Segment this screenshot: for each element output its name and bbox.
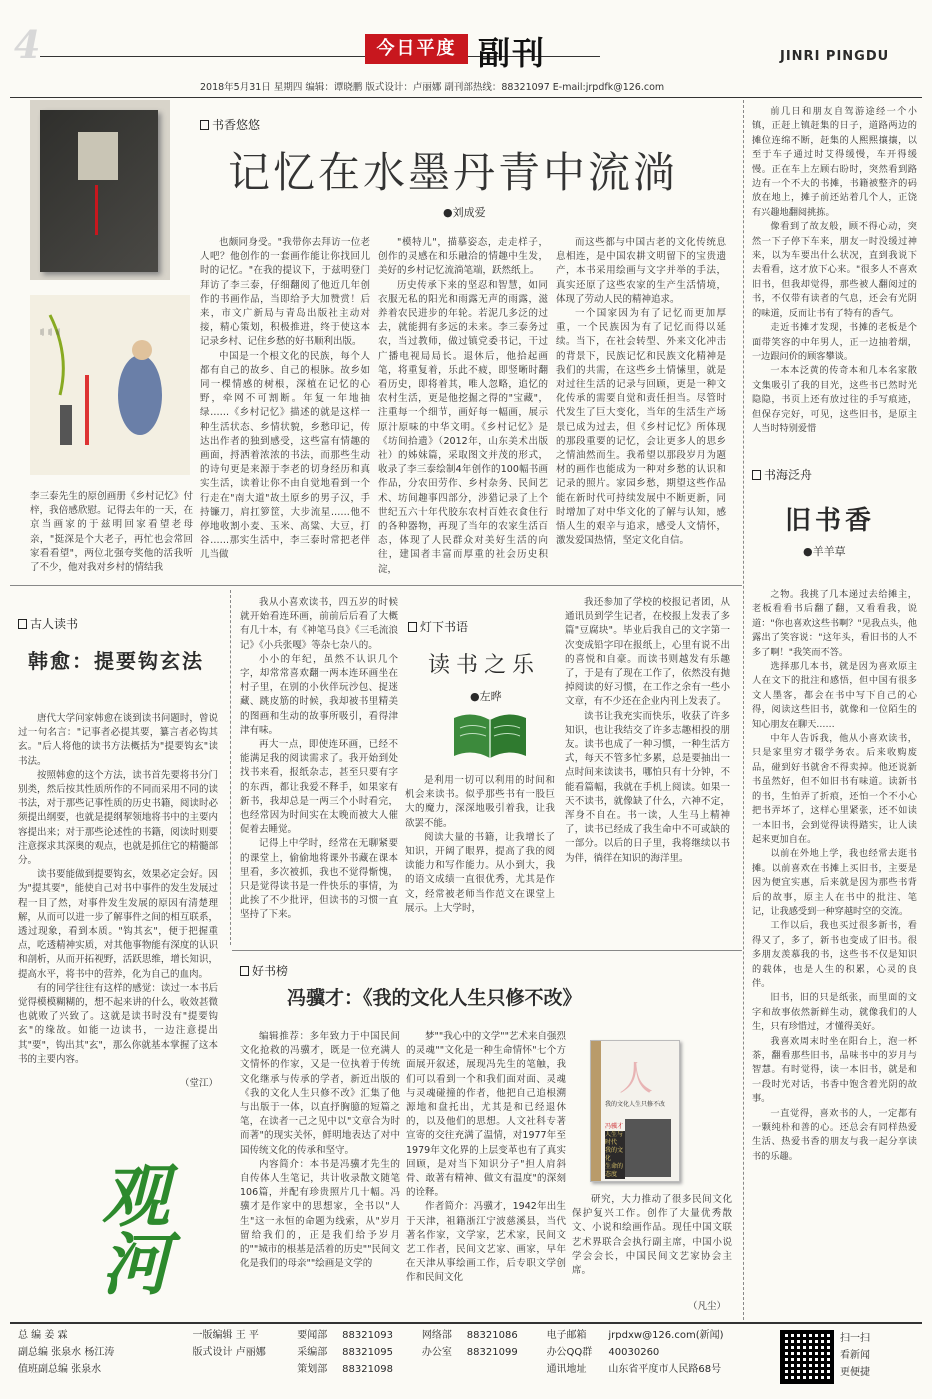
pinyin-name: JINRI PINGDU bbox=[780, 49, 890, 64]
column-divider bbox=[230, 590, 231, 945]
article-column bbox=[405, 774, 555, 944]
staff-cell: 88321093 bbox=[342, 1330, 394, 1341]
staff-row bbox=[18, 1361, 758, 1378]
staff-cell: 88321099 bbox=[466, 1347, 518, 1358]
section-rule bbox=[232, 950, 742, 951]
headline: 韩愈：提要钩玄法 bbox=[28, 649, 204, 673]
byline: ●羊羊草 bbox=[803, 545, 846, 558]
paragraph: 唐代大学问家韩愈在谈到读书问题时，曾说过一句名言："记事者必提其要，纂言者必钩其玄。"后人将他的读书方法概括为"提要钩玄"读书法。 bbox=[18, 713, 218, 767]
headline: 读书之乐 bbox=[428, 653, 541, 678]
qr-caption-line: 扫一扫 bbox=[840, 1333, 870, 1344]
paragraph: 读书要能做到提要钩玄，效果必定会好。因为"提其要"，能使自己对书中事件的发生发展过程一目了然，对事件发生发展的原因有清楚理解，从而可以进一步了解事件之间的相互联系，透过现象，看到本质。"钩其玄"，便于把握重点，吃透精神实质，对其他事物能有深度的认识和剖析，从而开拓视野，活跃思维，增长知识，提高水平，将书中的营养，化为自己的血肉。 bbox=[18, 869, 218, 980]
staff-cell bbox=[193, 1361, 298, 1378]
footer-rule bbox=[10, 1322, 922, 1324]
paragraph: 我喜欢周末时坐在阳台上，泡一杯茶，翻看那些旧书，品味书中的岁月与智慧。有时觉得，读一本旧书，就是和一段时光对话，书香中饱含着光阴的故事。 bbox=[752, 1035, 917, 1105]
paragraph: 中年人告诉我，他从小喜欢读书，只是家里穷才辍学务农。后来收购废品，碰到好书就舍不得卖掉。他还说新书虽然好，但不如旧书有味道。读新书的书，生怕弄了折痕，还怕一个不小心把书弄坏了，这样心里紧张，还不如读一本旧书，会到觉得读得踏实，让人读起来更加自在。 bbox=[752, 733, 917, 845]
article-column bbox=[572, 1193, 732, 1293]
paragraph: 记得上中学时，经常在无聊紧要的课堂上，偷偷地将课外书藏在课本里看，多次被抓，我也不觉得惭愧，只是觉得读书是一件快乐的事情，为此挨了不少批评，但读书的习惯一直坚持了下来。 bbox=[240, 838, 398, 921]
dateline: 2018年5月31日 星期四 编辑：谭晓鹏 版式设计：卢丽娜 副刊部热线：88321097 E-mail:jrpdfk@126.com bbox=[200, 82, 665, 93]
paragraph: "模特儿"，描摹姿态，走走样子，创作的灵感在和乐融洽的情趣中生发，美好的乡村记忆流淌笔端，跃然纸上。 bbox=[378, 237, 548, 277]
paragraph: 编辑推荐：多年致力于中国民间文化抢救的冯骥才，既是一位充满人文情怀的作家，又是一位执着于传统文化继承与传承的学者，新近出版的《我的文化人生只修不改》汇集了他与出版于一体，以直抒胸臆的短篇之笔，在读者一己之见中以"文章合为时而著"的现实关怀，鲜明地表达了对中国传统文化的传承和坚守。 bbox=[240, 1031, 400, 1156]
headline: 旧书香 bbox=[785, 506, 876, 536]
staff-cell: 要闻部 bbox=[297, 1330, 328, 1341]
paragraph: 有的同学往往有这样的感觉：读过一本书后觉得模模糊糊的，想不起来讲的什么，收效甚微也就败了兴致了。这就是读书时没有"提要钩玄"的缘故。如能一边读书，一边注意提出其"要"，钩出其"玄"，那么你就基本掌握了这本书的主要内容。 bbox=[18, 982, 218, 1065]
cover-title: 我的文化人生只修不改 bbox=[605, 1101, 666, 1108]
article-column bbox=[18, 712, 218, 1070]
calligraphy-seal: 观河 bbox=[90, 1160, 170, 1296]
staff-cell: 网络部 bbox=[421, 1330, 452, 1341]
paragraph: 旧书，旧的只是纸张，而里面的文字和故事依然新鲜生动，就像我们的人生，只有珍惜过，才懂得美好。 bbox=[752, 992, 917, 1033]
article-column bbox=[240, 596, 398, 942]
section-kicker: 古人读书 bbox=[18, 615, 78, 632]
paragraph: 之物。我挑了几本递过去给摊主，老板看看书后翻了翻，又看看我，说道："你也喜欢这些书啊？"见我点头，他露出了笑容说："这年头，看旧书的人不多了啊！"我笑而不答。 bbox=[752, 589, 917, 658]
headline: 冯骥才：《我的文化人生只修不改》 bbox=[287, 987, 582, 1009]
qr-caption bbox=[840, 1330, 870, 1381]
staff-cell: 值班副总编 张泉水 bbox=[18, 1364, 102, 1375]
paragraph: 是利用一切可以利用的时间和机会来读书。似乎那些书有一股巨大的魔力，深深地吸引着我，让我欲罢不能。 bbox=[405, 775, 555, 829]
section-kicker: 书海泛舟 bbox=[752, 466, 812, 483]
top-rule bbox=[10, 97, 922, 98]
paragraph: 内容简介：本书是冯骥才先生的自传体人生笔记，共计收录散文随笔106篇，并配有珍贵照片几十幅。冯骥才是作家中的思想家，全书以"人生"这一永恒的命题为线索，从"岁月留给我们的，正是我们给予岁月的""城市的根基是活着的历史""民间文化是我们的母亲""绘画是文学的 bbox=[240, 1158, 400, 1270]
signature: （堂江） bbox=[180, 1078, 219, 1089]
section-rule bbox=[10, 585, 742, 586]
staff-cell: 总 编 姜 霖 bbox=[18, 1330, 68, 1341]
paragraph: 阅读大量的书籍，让我增长了知识，开阔了眼界，提高了我的阅读能力和写作能力。从小到大，我的语文成绩一直很优秀，尤其是作文，经常被老师当作范文在课堂上展示。上大学时， bbox=[405, 831, 555, 914]
staff-row bbox=[18, 1327, 758, 1344]
paragraph: 中国是一个根文化的民族，每个人都有自己的故乡、自己的根脉。故乡如同一棵情感的树根，深植在记忆的心野，牵网不可割断。年复一年地抽绿……《乡村记忆》描述的就是这样一种生活状态、乡情状貌，乡愁印记，传达出作者的独到感受，这些富有情趣的画面，捋洒着浓浓的书法，而那些生动的诗句更是来源于李老的切身经历和真实生活，读着让你不由自觉地看到一个行走在"南大道"故土原乡的男子汉，手持镰刀，肩扛箩筐，大步流星……他不停地收割小麦、玉米、高粱、大豆，打谷……那实生活中，李三泰时常把老伴儿当做 bbox=[200, 350, 370, 561]
old-book-column-top bbox=[752, 105, 917, 465]
article-column bbox=[565, 596, 730, 942]
paragraph: 再大一点，即使连环画，已经不能满足我的阅读需求了。我开始到处找书来看，报纸杂志，甚至只要有字的东西，都让我爱不释手，如果家有新书，我却总是一两三个小时看完，也经常因为时间实在太晚而被大人催促着去睡觉。 bbox=[240, 739, 398, 836]
paragraph: 一个国家因为有了记忆而更加厚重，一个民族因为有了记忆而得以延续。当下，在社会转型、外来文化冲击的背景下，民族记忆和民族文化精神是我们的共需，在这些乡土情愫里，就是对过往生活的记录与回顾，更是一种文化传承的需要自觉和责任担当。尽管时代发生了巨大变化，当年的生活生产场景已成为过去，但《乡村记忆》所体现的那段重要的记忆，会让更多人的思乡之情油然而生。我希望以那段岁月为题材的画作也能成为一种对乡愁的认识和记录的照片。家园乡愁，期望这些作品能在新时代可持续发展中不断更新，同时增加了对中华文化的了解与认知，感悟人生的艰辛与追求，感受人文情怀，激发爱国热情，坚定文化自信。 bbox=[556, 308, 726, 547]
paragraph: 选择那几本书，就是因为喜欢原主人在文下的批注和感悟，但中国有很多文人墨客，都会在书中写下自己的心得，阅读这些旧书，就像和一位陌生的知心朋友在聊天…… bbox=[752, 661, 917, 730]
paragraph: 作者简介：冯骥才，1942年出生于天津，祖籍浙江宁波慈溪县，当代著名作家，文学家，艺术家，民间文艺工作者，民间文艺家、画家，早年在天津从事绘画工作，后专职文学创作和民间文化 bbox=[406, 1201, 566, 1284]
qr-caption-line: 看新闻 bbox=[840, 1350, 870, 1361]
book-cover-photo bbox=[30, 100, 170, 280]
section-kicker: 好书榜 bbox=[240, 962, 288, 979]
staff-cell: 88321095 bbox=[342, 1347, 394, 1358]
staff-cell bbox=[467, 1361, 547, 1378]
paper-logo: 今日平度 bbox=[365, 34, 468, 64]
staff-cell: 办公室 bbox=[421, 1347, 452, 1358]
byline: ●左晔 bbox=[470, 690, 502, 703]
book-cover: 人 我的文化人生只修不改 人生与时代 我的文化 生命的态度 冯骥才 bbox=[590, 1040, 680, 1182]
paragraph: 读书让我充实而快乐，收获了许多知识，也让我结交了许多志趣相投的朋友。读书也成了一种习惯，一种生活方式，每天不管多忙多累，总是要抽出一点时间来读读书，哪怕只有十分钟，不能看篇幅，我就在手机上阅读。如果一天不读书，就像缺了什么，六神不定，浑身不自在。书一读，人生马上精神了，读书已经成了我生命中不可或缺的一部分。以后的日子里，我将继续以书为伴，徜徉在知识的海洋里。 bbox=[565, 710, 730, 864]
staff-cell: 电子邮箱 bbox=[546, 1330, 587, 1341]
paragraph: 以前在外地上学，我也经常去逛书摊。以前喜欢在书摊上买旧书，主要是因为便宜实惠，后来就是因为那些书背后的故事，原主人在书中的批注、笔记，让我感受到一种穿越时空的交流。 bbox=[752, 848, 917, 917]
svg-text:〢〢〢: 〢〢〢 bbox=[38, 328, 62, 337]
article-column bbox=[240, 1030, 400, 1315]
paragraph: 我还参加了学校的校报记者团，从通讯员到学生记者，在校报上发表了多篇"豆腐块"。毕业后我自己的文字第一次变成铅字印在报纸上，心里有说不出的喜悦和自豪。而读书则越发有乐趣了，于是有了现在工作了，依然没有抛掉阅读的好习惯，在工作之余有一些小文章，有不少还在企业内刊上发表了。 bbox=[565, 597, 730, 708]
staff-cell: 策划部 bbox=[297, 1364, 328, 1375]
paragraph: 前几日和朋友自驾游途经一个小镇，正赶上镇赶集的日子，道路两边的摊位连绵不断，赶集的人熙熙攘攘，以至于车子通过时艾得缓慢，车开得缓慢。正在车上左顾右盼时，突然看到路边有一个不大的书摊，书籍被整齐的码放在地上，摊子前还站着几个人，正饶有兴趣地翻阅挑拣。 bbox=[752, 106, 917, 218]
paragraph: 像看到了故友般，顾不得心动，突然一下子停下车来，朋友一时没缓过神来，以为车要出什么状况，直到我说下去看看，这才放下心来。"很多人不喜欢旧书，但我却觉得，那些被人翻阅过的书，不仅带有读者的气息，还会有光阴的味道，反而让书有了特有的香气。 bbox=[752, 221, 917, 319]
staff-cell: 40030260 bbox=[608, 1347, 660, 1358]
paragraph: 我从小喜欢读书，四五岁的时候就开始看连环画，前前后后看了大概有几十本，有《神笔马良》《三毛流浪记》《小兵张嘎》等杂七杂八的。 bbox=[240, 597, 398, 651]
paragraph: 也颇同身受。"我带你去拜访一位老人吧？他创作的一套画作能让你找回儿时的记忆。"在我的提议下，于兹明登门拜访了李三泰，仔细翻阅了他近几年创作的书画作品，当即给予大加赞赏！后来，市文广新局与青岛出版社主动对接，精心策划，积极推进，终于使这本记录乡村、记住乡愁的好书顺利出版。 bbox=[200, 237, 370, 348]
painting-caption: 李三泰先生的原创画册《乡村记忆》付梓，我倍感欣慰。记得去年的一天，在京当画家的于兹明回家看望老母亲，"挺深是个大老子，再忙也会常回家看看望"，两位北强夸奖他的活我听了不少，他对我对乡村的情结我 bbox=[30, 491, 193, 574]
byline: ●刘成爱 bbox=[443, 206, 486, 219]
section-name: 副刊 bbox=[478, 34, 547, 72]
old-book-column-bottom bbox=[752, 588, 917, 1316]
qr-code[interactable] bbox=[780, 1330, 834, 1384]
article-column bbox=[200, 236, 370, 576]
staff-cell: 88321086 bbox=[466, 1330, 518, 1341]
staff-cell bbox=[422, 1361, 467, 1378]
staff-cell: 一版编辑 王 平 bbox=[192, 1330, 259, 1341]
paragraph: 历史传承下来的坚忍和智慧，如同衣服无私的阳光和雨露无声的雨露，滋养着农民进步的年轮。若泥几多泛的过去，就能拥有多远的未来。李三泰务过农，当过教师，做过镇党委书记，干过广播电视局局长。退休后，他拾起画笔，将重复着，乐此不疲，即竖晰时翻看历史，即将着其，唯人忽略，追忆的农村生活，更是他挖掘之得的"宝藏"，注重每一个细节，画好每一幅画，展示原汁原味的中华文明。《乡村记忆》是《坊间拾遗》（2012年，山东美术出版社）的姊妹篇，采取图文并茂的形式，收录了李三泰绘制4年创作的100幅书画作品，分农田劳作、乡村杂务、民间艺术、坊间趣事四部分，涉猎记录了上个世纪五六十年代胶东农村百姓衣食住行的各种器物，再现了当年的农家生活百态，体现了人民群众对美好生活的向往，建国者丰富而厚重的社会历史积淀， bbox=[378, 279, 548, 575]
staff-cell: 采编部 bbox=[297, 1347, 328, 1358]
headline: 记忆在水墨丹青中流淌 bbox=[228, 148, 679, 197]
page-number: 4 bbox=[14, 22, 41, 67]
article-column bbox=[406, 1030, 566, 1315]
staff-cell: jrpdxw@126.com(新闻) bbox=[608, 1330, 724, 1341]
paragraph: 研究，大力推动了很多民间文化保护复兴工作。创作了大量优秀散文、小说和绘画作品。现任中国文联艺术界联合会执行副主席，中国小说学会会长，中国民间文艺家协会主席。 bbox=[572, 1194, 732, 1277]
paragraph: 按照韩愈的这个方法，读书首先要将书分门别类，然后按其性质所作的不同而采用不同的读书法，对于那些记事性质的历史书籍，阅读时必须提出纲要，也就是提纲挈领地将书中的主要内容提出来；对于那些论述性的书籍，阅读时则要注意探求其深奥的观点，也就是抓住它的精髓部分。 bbox=[18, 769, 218, 867]
staff-cell: 副总编 张泉水 杨江涛 bbox=[18, 1347, 115, 1358]
signature: （凡尘） bbox=[688, 1301, 727, 1312]
staff-cell: 88321098 bbox=[342, 1364, 394, 1375]
staff-cell: 版式设计 卢丽娜 bbox=[192, 1347, 266, 1358]
paragraph: 走近书摊才发现，书摊的老板是个面带笑容的中年男人，正一边抽着烟，一边跟问价的顾客攀谈。 bbox=[752, 322, 917, 362]
paragraph: 小小的年纪，虽然不认识几个字，却常常喜欢翻一两本连环画坐在村子里，在别的小伙伴玩沙包、捉迷藏、跳皮筋的时候，我却被书里精美的图画和生动的故事所吸引，看得津津有味。 bbox=[240, 653, 398, 736]
article-column bbox=[556, 236, 726, 576]
ink-painting bbox=[30, 295, 190, 475]
paragraph: 一本本泛黄的传奇本和几本名家散文集吸引了我的目光，这些书已然时光隐隐，书页上还有放过往的手写痕迹，但保存完好，可见，这些旧书，是原主人当时特别爱惜 bbox=[752, 365, 917, 434]
paragraph: 而这些都与中国古老的文化传统息息相连，是中国农耕文明留下的宝贵遗产，本书采用绘画与文字并举的手法，真实还原了这些农家的生产生活情境，体现了劳动人民的精神追求。 bbox=[556, 237, 726, 305]
cover-slogan: 人生与时代 我的文化 生命的态度 bbox=[605, 1131, 624, 1178]
cover-author: 冯骥才 bbox=[605, 1123, 624, 1130]
staff-cell: 通讯地址 bbox=[546, 1364, 587, 1375]
qr-caption-line: 更便捷 bbox=[840, 1367, 870, 1378]
open-book-illustration bbox=[450, 708, 530, 768]
paragraph: 一直觉得，喜欢书的人，一定都有一颗纯朴和善的心。还总会有同样热爱生活、热爱书香的朋友与我一起分享读书的乐趣。 bbox=[752, 1107, 917, 1162]
section-kicker: 书香悠悠 bbox=[200, 116, 260, 133]
section-kicker: 灯下书语 bbox=[408, 618, 468, 635]
article-column bbox=[378, 236, 548, 576]
staff-cell: 山东省平度市人民路68号 bbox=[608, 1364, 722, 1375]
paragraph: 工作以后，我也买过很多新书，看得又了，多了，新书也变成了旧书。很多朋友羡慕我的书，这些书不仅是知识的载体，也是人生的积累，心灵的良伴。 bbox=[752, 920, 917, 989]
paragraph: 梦""我心中的文学""艺术来自强烈的灵魂""文化是一种生命情怀"七个方面展开叙述，展现冯先生的笔触，我们可以看到一个和我们面对面、灵魂与灵魂碰撞的作者，他把自己追根溯源地和盘托出，尤其是和已经退休的，以及他们的思想。人文社科专著宣寄的交往充满了温情，对1977年至1979年文化界的上层变革也有了真实回顾，是对当下知识分子"担人肩斜骨、敢著有精神、做文有温度"的深刻的诠释。 bbox=[406, 1031, 566, 1199]
staff-cell: 办公QQ群 bbox=[546, 1347, 593, 1358]
column-divider bbox=[743, 100, 744, 1320]
staff-row bbox=[18, 1344, 758, 1361]
staff-table bbox=[18, 1327, 758, 1378]
